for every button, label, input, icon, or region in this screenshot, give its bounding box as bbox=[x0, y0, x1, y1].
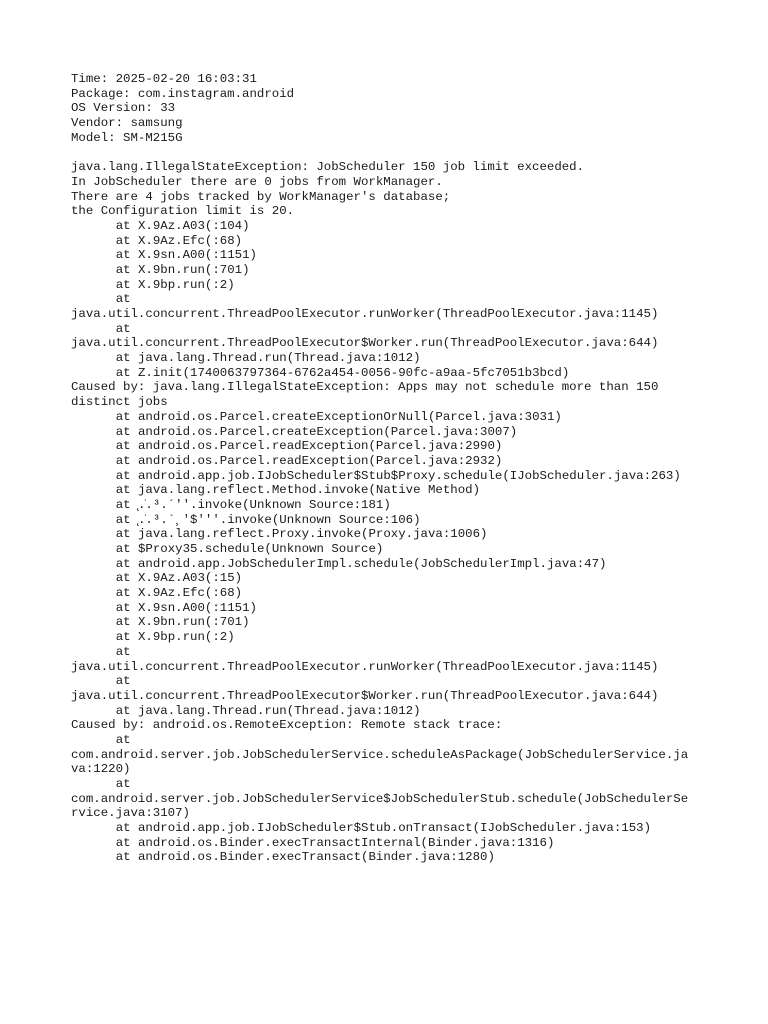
stack-frame-wrapped: va:1220) bbox=[71, 762, 131, 777]
stack-frame: at X.9Az.A03(:15) bbox=[115, 571, 243, 586]
stack-frame: at bbox=[115, 321, 131, 336]
exception-message-line: java.lang.IllegalStateException: JobScheduler 150 job limit exceeded. bbox=[71, 160, 585, 175]
stack-frame: at X.9Az.A03(:104) bbox=[115, 218, 250, 233]
stack-frame: at bbox=[115, 777, 131, 791]
stack-frame: at java.lang.reflect.Method.invoke(Native Method) bbox=[115, 483, 481, 498]
stack-frame: at $Proxy35.schedule(Unknown Source) bbox=[115, 542, 384, 556]
stack-frame: at bbox=[115, 732, 131, 747]
report-header bbox=[71, 72, 711, 145]
stack-frame: at android.os.Parcel.readException(Parcel.java:2990) bbox=[115, 439, 503, 454]
os-version-line: OS Version: 33 bbox=[71, 101, 176, 116]
stack-frame: at ̨.̇.³.`¸'$'''.invoke(Unknown Source:106) bbox=[115, 512, 421, 527]
stack-frame: at java.lang.Thread.run(Thread.java:1012) bbox=[115, 703, 421, 718]
stack-frame: at android.os.Parcel.createException(Parcel.java:3007) bbox=[115, 424, 518, 439]
stack-frame: at ̨.̇.³.´''.invoke(Unknown Source:181) bbox=[115, 497, 391, 512]
caused-by-line: Caused by: android.os.RemoteException: Remote stack trace: bbox=[71, 718, 503, 733]
stack-frame-wrapped: com.android.server.job.JobSchedulerService.scheduleAsPackage(JobSchedulerService.ja bbox=[71, 747, 689, 762]
stack-frame: at bbox=[115, 674, 131, 689]
exception-message-line: the Configuration limit is 20. bbox=[71, 204, 295, 219]
spacer bbox=[71, 145, 711, 160]
stack-frame: at X.9bn.run(:701) bbox=[115, 262, 250, 277]
stack-frame: at X.9Az.Efc(:68) bbox=[115, 586, 243, 601]
stack-frame-wrapped: java.util.concurrent.ThreadPoolExecutor$Worker.run(ThreadPoolExecutor.java:644) bbox=[71, 336, 659, 351]
stack-frame: at Z.init(1740063797364-6762a454-0056-90fc-a9aa-5fc7051b3bcd) bbox=[115, 365, 570, 380]
stack-frame: at android.os.Parcel.readException(Parcel.java:2932) bbox=[115, 453, 503, 468]
model-line: Model: SM-M215G bbox=[71, 130, 183, 145]
stack-frame-wrapped: rvice.java:3107) bbox=[71, 806, 190, 821]
stack-frame: at android.app.JobSchedulerImpl.schedule(JobSchedulerImpl.java:47) bbox=[115, 556, 607, 571]
stack-frame: at android.os.Binder.execTransact(Binder.java:1280) bbox=[115, 850, 495, 865]
stack-frame: at android.os.Binder.execTransactInternal(Binder.java:1316) bbox=[115, 835, 555, 850]
stack-frame: at java.lang.Thread.run(Thread.java:1012) bbox=[115, 351, 421, 366]
stack-frame-wrapped: java.util.concurrent.ThreadPoolExecutor.runWorker(ThreadPoolExecutor.java:1145) bbox=[71, 659, 659, 674]
exception-message-line: There are 4 jobs tracked by WorkManager's database; bbox=[71, 189, 451, 204]
caused-by-line: distinct jobs bbox=[71, 395, 168, 410]
stack-frame: at X.9bp.run(:2) bbox=[115, 630, 235, 645]
caused-by-line: Caused by: java.lang.IllegalStateException: Apps may not schedule more than 150 bbox=[71, 380, 659, 395]
package-line: Package: com.instagram.android bbox=[71, 86, 295, 101]
stack-frame: at X.9Az.Efc(:68) bbox=[115, 233, 243, 248]
stack-frame: at X.9sn.A00(:1151) bbox=[115, 248, 257, 263]
stack-frame: at X.9bn.run(:701) bbox=[115, 615, 250, 630]
exception-message-line: In JobScheduler there are 0 jobs from WorkManager. bbox=[71, 174, 443, 189]
vendor-line: Vendor: samsung bbox=[71, 116, 183, 131]
crash-report bbox=[71, 72, 711, 865]
stack-frame-wrapped: java.util.concurrent.ThreadPoolExecutor.runWorker(ThreadPoolExecutor.java:1145) bbox=[71, 307, 659, 321]
stack-frame: at android.app.job.IJobScheduler$Stub.onTransact(IJobScheduler.java:153) bbox=[115, 821, 652, 836]
stack-frame: at X.9bp.run(:2) bbox=[115, 277, 235, 292]
stack-frame-wrapped: java.util.concurrent.ThreadPoolExecutor$Worker.run(ThreadPoolExecutor.java:644) bbox=[71, 688, 659, 703]
stack-trace bbox=[71, 160, 711, 865]
stack-frame: at android.app.job.IJobScheduler$Stub$Proxy.schedule(IJobScheduler.java:263) bbox=[115, 468, 681, 483]
stack-frame: at android.os.Parcel.createExceptionOrNull(Parcel.java:3031) bbox=[115, 409, 562, 424]
stack-frame: at java.lang.reflect.Proxy.invoke(Proxy.java:1006) bbox=[115, 527, 488, 542]
stack-frame: at bbox=[115, 644, 131, 659]
time-line: Time: 2025-02-20 16:03:31 bbox=[71, 72, 257, 86]
stack-frame-wrapped: com.android.server.job.JobSchedulerService$JobSchedulerStub.schedule(JobSchedulerSe bbox=[71, 791, 689, 806]
stack-frame: at X.9sn.A00(:1151) bbox=[115, 600, 257, 615]
stack-frame: at bbox=[115, 292, 131, 307]
